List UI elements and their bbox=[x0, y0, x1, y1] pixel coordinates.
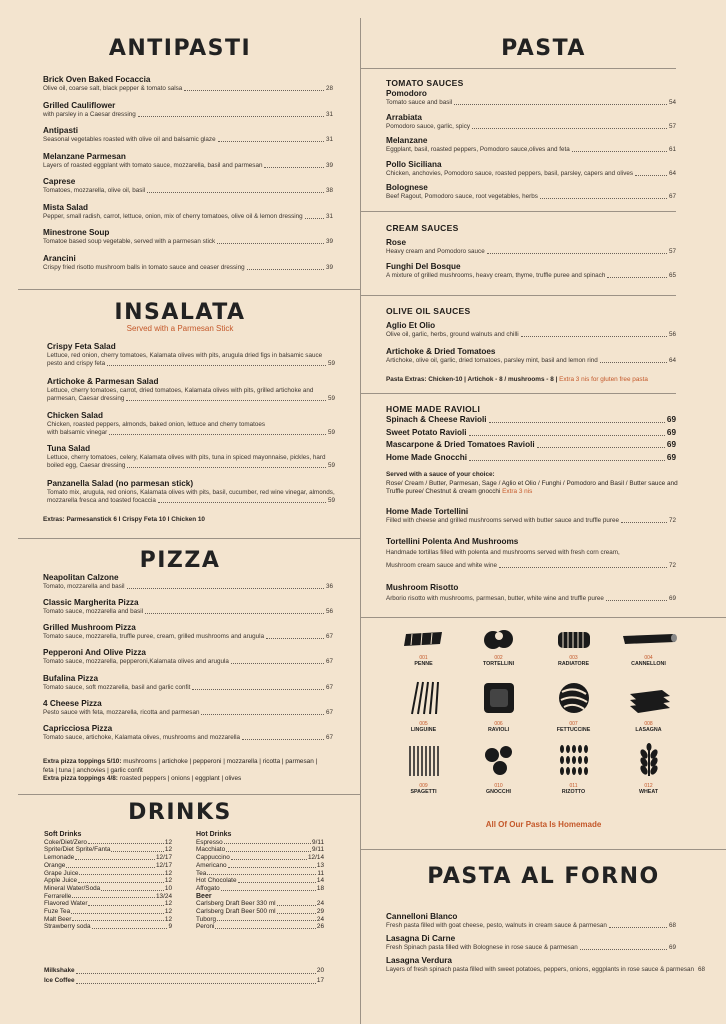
menu-item: Mista Salad Pepper, small radish, carrot, lettuce, onion, mix of cherry tomatoes, olive oil & lemon dressing 31 bbox=[43, 203, 333, 220]
insalata-title: INSALATA bbox=[114, 300, 246, 325]
menu-item: Pollo Siciliana Chicken, anchovies, Pomodoro sauce, roasted peppers, basil, parsley, capers and olives 64 bbox=[386, 159, 676, 177]
menu-item: Pomodoro Tomato sauce and basil 54 bbox=[386, 89, 676, 106]
wheat-icon bbox=[627, 742, 671, 778]
menu-item: Artichoke & Dried Tomatoes Artichoke, olive oil, garlic, dried tomatoes, parsley mint, basil and lemon rind 64 bbox=[386, 347, 676, 364]
sauce-choice: Served with a sauce of your choice: Rose/ Cream / Butter, Parmesan, Sage / Aglio et Olio / Funghi / Pomodoro and Basil / Butter sauce and Truffle puree/ Chestnut & cream gnocchi Extra 3 nis bbox=[386, 471, 678, 495]
drink-item: Lemonade 12/17 bbox=[44, 854, 172, 862]
penne-icon bbox=[402, 628, 446, 650]
menu-item: Rose Heavy cream and Pomodoro sauce 57 bbox=[386, 238, 676, 255]
menu-item: Lasagna Di Carne Fresh Spinach pasta filled with Bolognese in rose sauce & parmesan 69 bbox=[386, 934, 676, 951]
drink-item: Americano 13 bbox=[196, 861, 324, 869]
drink-item: Malt Beer 12 bbox=[44, 915, 172, 923]
menu-item: Chicken Salad Chicken, roasted peppers, almonds, baked onion, lettuce and cherry tomatoes with balsamic vinegar 59 bbox=[47, 411, 335, 436]
menu-item: Tortellini Polenta And Mushrooms Handmade tortillas filled with polenta and mushrooms served with fresh corn cream, Mushroom cream sauce and white wine 72 bbox=[386, 537, 676, 569]
menu-item: Mushroom Risotto Arborio risotto with mushrooms, parmesan, butter, white wine and truffle puree 69 bbox=[386, 583, 676, 602]
pasta-shape-cannelloni: 004 CANNELLONI bbox=[611, 628, 686, 667]
drink-item: Tuborg 24 bbox=[196, 915, 324, 923]
home-made-ravioli-heading: HOME MADE RAVIOLI bbox=[386, 404, 481, 414]
menu-item: Classic Margherita Pizza Tomato sauce, mozzarella and basil 56 bbox=[43, 598, 333, 615]
pasta-shape-ravioli: 006 RAVIOLI bbox=[461, 680, 536, 733]
menu-item: Sweet Potato Ravioli 69 bbox=[386, 427, 676, 437]
drinks-title: DRINKS bbox=[128, 800, 232, 825]
menu-item: Arrabiata Pomodoro sauce, garlic, spicy 57 bbox=[386, 112, 676, 130]
gnocchi-icon bbox=[477, 742, 521, 778]
drink-item: Hot Chocolate 14 bbox=[196, 877, 324, 885]
menu-item: Panzanella Salad (no parmesan stick) Tomato mix, arugula, red onions, Kalamata olives with pits, basil, cucumber, red wine vinegar, almonds, mozzarella fresca and toasted focaccia 59 bbox=[47, 479, 335, 504]
spagetti-icon bbox=[402, 742, 446, 778]
insalata-subtitle: Served with a Parmesan Stick bbox=[126, 324, 234, 333]
drink-item: Fuze Tea 12 bbox=[44, 908, 172, 916]
drink-item: Coke/Diet/Zero 12 bbox=[44, 838, 172, 846]
section-divider bbox=[361, 68, 676, 69]
menu-item: Mascarpone & Dried Tomatoes Ravioli 69 bbox=[386, 440, 676, 449]
drink-item: Mineral Water/Soda 10 bbox=[44, 884, 172, 892]
pasta-shape-penne: 001 PENNE bbox=[386, 628, 461, 667]
lasagna-icon bbox=[624, 680, 674, 716]
menu-item: Melanzane Eggplant, basil, roasted peppers, Pomodoro sauce,olives and feta 61 bbox=[386, 136, 676, 153]
menu-item: Brick Oven Baked Focaccia Olive oil, coarse salt, black pepper & tomato salsa 28 bbox=[43, 75, 333, 92]
menu-item: Artichoke & Parmesan Salad Lettuce, cherry tomatoes, carrot, dried tomatoes, Kalamata olives with pits, grilled artichoke and parmesan, Caesar dressing 59 bbox=[47, 377, 335, 402]
insalata-extras: Extras: Parmesanstick 6 I Crispy Feta 10 I Chicken 10 bbox=[43, 516, 205, 523]
tortellini-icon bbox=[477, 628, 521, 650]
menu-item: Home Made Tortellini Filled with cheese and grilled mushrooms served with butter sauce and truffle puree 72 bbox=[386, 507, 676, 524]
pizza-toppings: Extra pizza toppings 5/10: mushrooms | artichoke | pepperoni | mozzarella | ricotta | parmesan | feta | tuna | anchovies | garlic confit Extra pizza toppings 4/8: roasted peppers | onions | eggplant | olives bbox=[43, 758, 318, 782]
menu-item: Bufalina Pizza Tomato sauce, soft mozzarella, basil and garlic confit 67 bbox=[43, 674, 333, 691]
menu-item: Pepperoni And Olive Pizza Tomato sauce, mozzarella, pepperoni,Kalamata olives and arugula 67 bbox=[43, 648, 333, 665]
drink-item: Flavored Water 12 bbox=[44, 900, 172, 908]
antipasti-title: ANTIPASTI bbox=[108, 36, 252, 61]
menu-item: Tuna Salad Lettuce, cherry tomatoes, celery, Kalamata olives with pits, tuna in spiced mayonnaise, pickles, hard boiled egg, Caesar dressing 59 bbox=[47, 444, 335, 469]
pasta-shape-wheat: 012 WHEAT bbox=[611, 742, 686, 795]
drink-item: Peroni 26 bbox=[196, 923, 324, 931]
cream-sauces-heading: CREAM SAUCES bbox=[386, 223, 459, 233]
soft-drinks-list: Soft Drinks Coke/Diet/Zero 12 Sprite/Diet Sprite/Fanta 12 Lemonade 12/17 Orange 12/17 Grape Juice 12 Apple Juice 12 Mineral Water/Soda 10 Ferrarelle 13/24 Flavored Water 12 Fuze Tea 12 Malt Beer 12 Strawberry soda 9 bbox=[44, 831, 172, 931]
menu-item: Neapolitan Calzone Tomato, mozzarella and basil 36 bbox=[43, 573, 333, 590]
pasta-shape-rizotto: 011 RIZOTTO bbox=[536, 742, 611, 795]
section-divider bbox=[361, 295, 676, 296]
section-divider bbox=[361, 393, 676, 394]
drink-item: Tea 11 bbox=[196, 869, 324, 877]
homemade-note: All Of Our Pasta Is Homemade bbox=[485, 820, 602, 829]
menu-item: Aglio Et Olio Olive oil, garlic, herbs, ground walnuts and chilli 56 bbox=[386, 321, 676, 338]
drink-item: Espresso 9/11 bbox=[196, 838, 324, 846]
ravioli-icon bbox=[477, 680, 521, 716]
section-divider bbox=[18, 538, 360, 539]
menu-item: Funghi Del Bosque A mixture of grilled mushrooms, heavy cream, thyme, truffle puree and spinach 65 bbox=[386, 262, 676, 279]
pasta-shape-linguine: 005 LINGUINE bbox=[386, 680, 461, 733]
menu-item: 4 Cheese Pizza Pesto sauce with feta, mozzarella, ricotta and parmesan 67 bbox=[43, 699, 333, 716]
menu-item: Capricciosa Pizza Tomato sauce, artichoke, Kalamata olives, mushrooms and mozzarella 67 bbox=[43, 724, 333, 741]
menu-item: Home Made Gnocchi 69 bbox=[386, 452, 676, 462]
menu-item: Lasagna Verdura Layers of fresh spinach pasta filled with sweet potatoes, peppers, onions, eggplants in rose sauce & parmesan 68 bbox=[386, 956, 706, 973]
menu-item: Cannelloni Blanco Fresh pasta filled with goat cheese, pesto, walnuts in cream sauce & parmesan 68 bbox=[386, 912, 676, 929]
section-divider bbox=[361, 211, 676, 212]
menu-item: Bolognese Beef Ragout, Pomodoro sauce, root vegetables, herbs 67 bbox=[386, 183, 676, 200]
section-divider bbox=[18, 289, 360, 290]
hot-drinks-list: Hot Drinks Espresso 9/11 Macchiato 9/11 Cappuccino 12/14 Americano 13 Tea 11 Hot Chocolate 14 Affogato 18 Beer Carlsberg Draft Beer 330 ml 24 Carlsberg Draft Beer 500 ml 29 Tuborg 24 Peroni 26 bbox=[196, 831, 324, 931]
drink-item: Grape Juice 12 bbox=[44, 869, 172, 877]
olive-oil-sauces-heading: OLIVE OIL SAUCES bbox=[386, 306, 471, 316]
drink-item: Apple Juice 12 bbox=[44, 877, 172, 885]
drink-item: Affogato 18 bbox=[196, 884, 324, 892]
pasta-shape-gnocchi: 010 GNOCCHI bbox=[461, 742, 536, 795]
drink-item: Sprite/Diet Sprite/Fanta 12 bbox=[44, 846, 172, 854]
drink-item: Carlsberg Draft Beer 500 ml 29 bbox=[196, 908, 324, 916]
cannelloni-icon bbox=[619, 628, 679, 650]
drink-item: Strawberry soda 9 bbox=[44, 923, 172, 931]
menu-item: Caprese Tomatoes, mozzarella, olive oil, basil 38 bbox=[43, 177, 333, 194]
other-drinks-list bbox=[44, 966, 324, 986]
menu-item: Spinach & Cheese Ravioli 69 bbox=[386, 415, 676, 424]
section-divider bbox=[361, 617, 726, 618]
pizza-title: PIZZA bbox=[139, 548, 221, 573]
pasta-shape-radiatore: 003 RADIATORE bbox=[536, 628, 611, 667]
pasta-al-forno-title: PASTA AL FORNO bbox=[427, 864, 660, 889]
tomato-sauces-heading: TOMATO SAUCES bbox=[386, 78, 464, 88]
menu-item: Minestrone Soup Tomatoe based soup vegetable, served with a parmesan stick 39 bbox=[43, 228, 333, 245]
pasta-shape-fettuccine: 007 FETTUCCINE bbox=[536, 680, 611, 733]
drink-item: Macchiato 9/11 bbox=[196, 846, 324, 854]
drink-item: Ferrarelle 13/24 bbox=[44, 892, 172, 900]
menu-item: Grilled Cauliflower with parsley in a Caesar dressing 31 bbox=[43, 101, 333, 118]
drink-item: Ice Coffee 17 bbox=[44, 977, 324, 984]
section-divider bbox=[361, 849, 726, 850]
menu-item: Arancini Crispy fried risotto mushroom balls in tomato sauce and ceaser dressing 39 bbox=[43, 254, 333, 271]
menu-item: Grilled Mushroom Pizza Tomato sauce, mozzarella, truffle puree, cream, grilled mushrooms and arugula 67 bbox=[43, 623, 333, 640]
radiatore-icon bbox=[552, 628, 596, 650]
fettuccine-icon bbox=[552, 680, 596, 716]
pasta-shape-tortellini: 002 TORTELLINI bbox=[461, 628, 536, 667]
drink-item: Cappuccino 12/14 bbox=[196, 854, 324, 862]
drink-item: Milkshake 20 bbox=[44, 967, 324, 974]
menu-item: Crispy Feta Salad Lettuce, red onion, cherry tomatoes, Kalamata olives with pits, arugula dried figs in balsamic sauce pesto and crispy feta 59 bbox=[47, 342, 335, 367]
pasta-shape-spagetti: 009 SPAGETTI bbox=[386, 742, 461, 795]
rizotto-icon bbox=[552, 742, 596, 778]
pasta-shape-lasagna: 008 LASAGNA bbox=[611, 680, 686, 733]
menu-item: Melanzane Parmesan Layers of roasted eggplant with tomato sauce, mozzarella, basil and parmesan 39 bbox=[43, 152, 333, 169]
pasta-title: PASTA bbox=[501, 36, 586, 61]
pasta-extras: Pasta Extras: Chicken-10 | Artichok - 8 / mushrooms - 8 | Extra 3 nis for gluten free pasta bbox=[386, 376, 648, 383]
menu-item: Antipasti Seasonal vegetables roasted with olive oil and balsamic glaze 31 bbox=[43, 126, 333, 143]
linguine-icon bbox=[402, 680, 446, 716]
drink-item: Orange 12/17 bbox=[44, 861, 172, 869]
drink-item: Carlsberg Draft Beer 330 ml 24 bbox=[196, 900, 324, 908]
section-divider bbox=[18, 794, 360, 795]
